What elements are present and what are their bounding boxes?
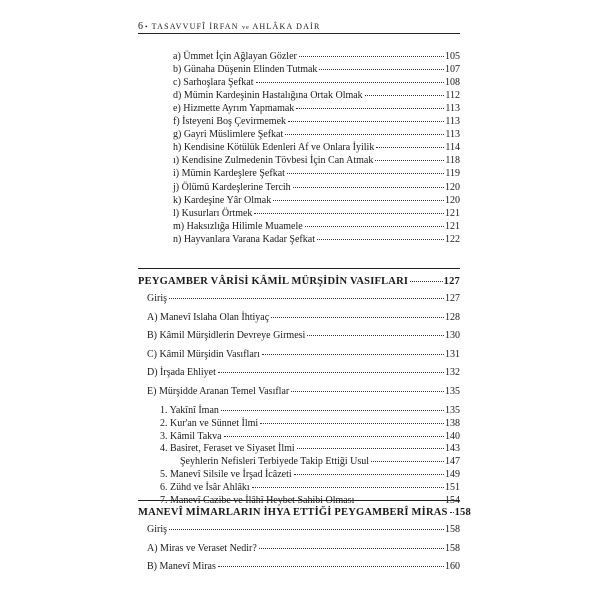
toc-entry-title: 4. Basiret, Feraset ve Siyaset İlmi — [160, 443, 295, 455]
toc-entry-title: Giriş — [147, 293, 167, 304]
dot-leader — [291, 391, 444, 392]
toc-entry-page-number: 128 — [445, 311, 460, 323]
toc-entry-page-number: 149 — [445, 469, 460, 480]
dot-leader — [254, 213, 444, 214]
toc-entry[interactable] — [147, 367, 460, 379]
toc-entry-page-number: 119 — [445, 168, 460, 180]
toc-entry[interactable] — [160, 431, 460, 443]
dot-leader — [256, 82, 444, 83]
dot-leader — [169, 529, 444, 530]
toc-entry-title: n) Hayvanlara Varana Kadar Şefkat — [173, 233, 315, 245]
toc-entry-page-number: 121 — [445, 220, 460, 232]
dot-leader — [317, 239, 444, 240]
toc-entry-title: d) Mümin Kardeşinin Hastalığına Ortak Olmak — [173, 90, 363, 102]
dot-leader — [365, 95, 445, 96]
toc-entry-title: f) İsteyeni Boş Çevirmemek — [173, 116, 287, 128]
toc-entry-title: 3. Kâmil Takva — [160, 430, 222, 442]
toc-entry-page-number: 131 — [445, 348, 460, 360]
toc-entry[interactable] — [173, 208, 460, 220]
section-title-text: MANEVÎ MİMARLARIN İHYA ETTİĞİ PEYGAMBERÎ MİRAS — [138, 507, 448, 518]
dot-leader — [218, 566, 444, 567]
toc-entry-title: 2. Kur'an ve Sünnet İlmi — [160, 417, 259, 429]
toc-entry[interactable] — [173, 234, 460, 246]
toc-entry-page-number: 120 — [445, 194, 460, 206]
dot-leader — [288, 121, 444, 122]
toc-entry[interactable] — [173, 77, 460, 89]
page-number: 6 — [138, 21, 143, 32]
dot-leader — [410, 281, 442, 282]
toc-entry-page-number: 112 — [445, 90, 460, 102]
toc-section-title[interactable] — [138, 276, 460, 288]
toc-entry[interactable] — [147, 543, 460, 555]
toc-entry[interactable] — [160, 405, 460, 417]
toc-entry-page-number: 113 — [445, 103, 460, 115]
toc-entry[interactable] — [147, 524, 460, 536]
header-rule — [138, 33, 460, 34]
dot-leader — [297, 448, 444, 449]
toc-entry[interactable] — [173, 195, 460, 207]
toc-entry[interactable] — [160, 443, 460, 455]
toc-entry[interactable] — [147, 386, 460, 398]
toc-entry-page-number: 114 — [445, 142, 460, 154]
toc-entry-page-number: 132 — [445, 367, 460, 379]
toc-entry-title: b) Günaha Düşenin Elinden Tutmak — [173, 64, 318, 76]
toc-entry-page-number: 120 — [445, 181, 460, 193]
toc-entry-title: 1. Yakînî İman — [160, 405, 219, 416]
toc-entry-title: A) Manevî Islaha Olan İhtiyaç — [147, 311, 270, 323]
header-separator: • — [145, 23, 149, 31]
dot-leader — [371, 461, 444, 462]
dot-leader — [252, 487, 444, 488]
toc-entry-page-number: 107 — [445, 64, 460, 76]
dot-leader — [299, 56, 444, 57]
dot-leader — [450, 512, 454, 513]
toc-entry-title: Şeyhlerin Nefisleri Terbiyede Takip Ettiği Usul — [180, 456, 370, 468]
toc-entry-page-number: 113 — [445, 116, 460, 128]
toc-entry[interactable] — [173, 221, 460, 233]
toc-entry[interactable] — [173, 90, 460, 102]
dot-leader — [305, 226, 444, 227]
dot-leader — [259, 548, 444, 549]
toc-entry[interactable] — [173, 64, 460, 76]
toc-entry[interactable] — [173, 129, 460, 141]
toc-entry[interactable] — [160, 418, 460, 430]
toc-entry-page-number: 143 — [445, 443, 460, 455]
toc-entry-title: l) Kusurları Örtmek — [173, 207, 253, 219]
toc-entry-page-number: 127 — [445, 293, 460, 304]
toc-entry-page-number: 138 — [445, 417, 460, 429]
toc-entry-page-number: 135 — [445, 405, 460, 416]
toc-entry-page-number: 130 — [445, 330, 460, 342]
toc-entry-title: 6. Zühd ve İsâr Ahlâkı — [160, 481, 250, 493]
dot-leader — [287, 173, 444, 174]
toc-entry[interactable] — [147, 312, 460, 324]
section-page-number: 158 — [454, 507, 471, 518]
toc-entry-page-number: 147 — [445, 456, 460, 468]
section-title-text: PEYGAMBER VÂRİSİ KÂMİL MÜRŞİDİN VASIFLARI — [138, 276, 409, 287]
toc-entry-title: h) Kendisine Kötülük Edenleri Af ve Onlara İyilik — [173, 142, 375, 154]
section-divider — [138, 500, 460, 501]
toc-entry-page-number: 158 — [445, 524, 460, 535]
dot-leader — [307, 335, 444, 336]
dot-leader — [169, 298, 444, 299]
dot-leader — [375, 160, 444, 161]
toc-entry-title: a) Ümmet İçin Ağlayan Gözler — [173, 51, 297, 62]
toc-entry-title: m) Haksızlığa Hilimle Muamele — [173, 220, 303, 232]
toc-entry-page-number: 135 — [445, 386, 460, 397]
toc-entry[interactable] — [147, 330, 460, 342]
dot-leader — [224, 436, 444, 437]
toc-entry-page-number: 122 — [445, 233, 460, 245]
toc-entry-title: B) Manevî Miras — [147, 561, 216, 573]
header-title-part3: AHLÂKA DAİR — [252, 22, 321, 31]
toc-entry-title: E) Mürşidde Aranan Temel Vasıflar — [147, 386, 290, 397]
dot-leader — [285, 134, 444, 135]
dot-leader — [294, 474, 444, 475]
dot-leader — [293, 187, 444, 188]
dot-leader — [260, 423, 444, 424]
toc-entry-page-number: 151 — [445, 481, 460, 493]
toc-entry-title: c) Sarhoşlara Şefkat — [173, 77, 254, 89]
toc-entry-page-number: 160 — [445, 561, 460, 573]
toc-entry-page-number: 158 — [445, 542, 460, 554]
running-header — [138, 21, 460, 32]
toc-entry-page-number: 113 — [445, 129, 460, 141]
toc-entry-title: i) Mümin Kardeşlere Şefkat — [173, 168, 285, 180]
toc-section-title[interactable] — [138, 507, 471, 519]
toc-entry-title: C) Kâmil Mürşidin Vasıfları — [147, 348, 260, 360]
toc-entry[interactable] — [147, 349, 460, 361]
header-title-part1: TASAVVUFÎ İRFAN — [151, 22, 239, 31]
toc-entry[interactable] — [173, 116, 460, 128]
toc-entry-page-number: 121 — [445, 207, 460, 219]
dot-leader — [376, 147, 444, 148]
toc-entry-title: g) Gayri Müslimlere Şefkat — [173, 129, 284, 141]
toc-entry-title: j) Ölümü Kardeşlerine Tercih — [173, 181, 291, 193]
toc-entry[interactable] — [147, 561, 460, 573]
dot-leader — [271, 317, 444, 318]
dot-leader — [218, 372, 444, 373]
dot-leader — [273, 200, 444, 201]
toc-entry-page-number: 154 — [445, 494, 460, 506]
toc-entry[interactable] — [173, 155, 460, 167]
toc-entry-title: 5. Manevî Silsile ve İrşad İcâzeti — [160, 469, 292, 480]
toc-entry[interactable] — [173, 182, 460, 194]
toc-entry[interactable] — [147, 293, 460, 305]
dot-leader — [319, 69, 444, 70]
toc-entry[interactable] — [160, 482, 460, 494]
toc-entry-title: e) Hizmette Ayrım Yapmamak — [173, 103, 295, 115]
section-divider — [138, 268, 460, 269]
toc-entry-title: k) Kardeşine Yâr Olmak — [173, 194, 272, 206]
toc-entry-title: 7. Manevî Cazibe ve İlâhî Heybet Sahibi Olması — [160, 494, 355, 506]
toc-entry[interactable] — [173, 142, 460, 154]
toc-entry[interactable] — [180, 456, 460, 468]
dot-leader — [262, 354, 444, 355]
dot-leader — [296, 108, 444, 109]
toc-entry-page-number: 118 — [445, 155, 460, 167]
toc-entry-title: ı) Kendisine Zulmedenin Tövbesi İçin Can Atmak — [173, 155, 374, 167]
toc-entry-page-number: 105 — [445, 51, 460, 62]
toc-entry[interactable] — [173, 103, 460, 115]
toc-entry-title: D) İrşada Ehliyet — [147, 367, 216, 379]
toc-entry-title: B) Kâmil Mürşidlerin Devreye Girmesi — [147, 330, 306, 342]
toc-entry[interactable] — [173, 51, 460, 63]
toc-entry-title: A) Miras ve Veraset Nedir? — [147, 542, 257, 554]
header-title-part2: ve — [241, 24, 250, 31]
toc-entry-page-number: 108 — [445, 77, 460, 89]
toc-entry-page-number: 140 — [445, 430, 460, 442]
toc-entry[interactable] — [160, 469, 460, 481]
toc-entry-title: Giriş — [147, 524, 167, 535]
toc-entry[interactable] — [173, 168, 460, 180]
section-page-number: 127 — [443, 276, 460, 287]
dot-leader — [221, 410, 444, 411]
